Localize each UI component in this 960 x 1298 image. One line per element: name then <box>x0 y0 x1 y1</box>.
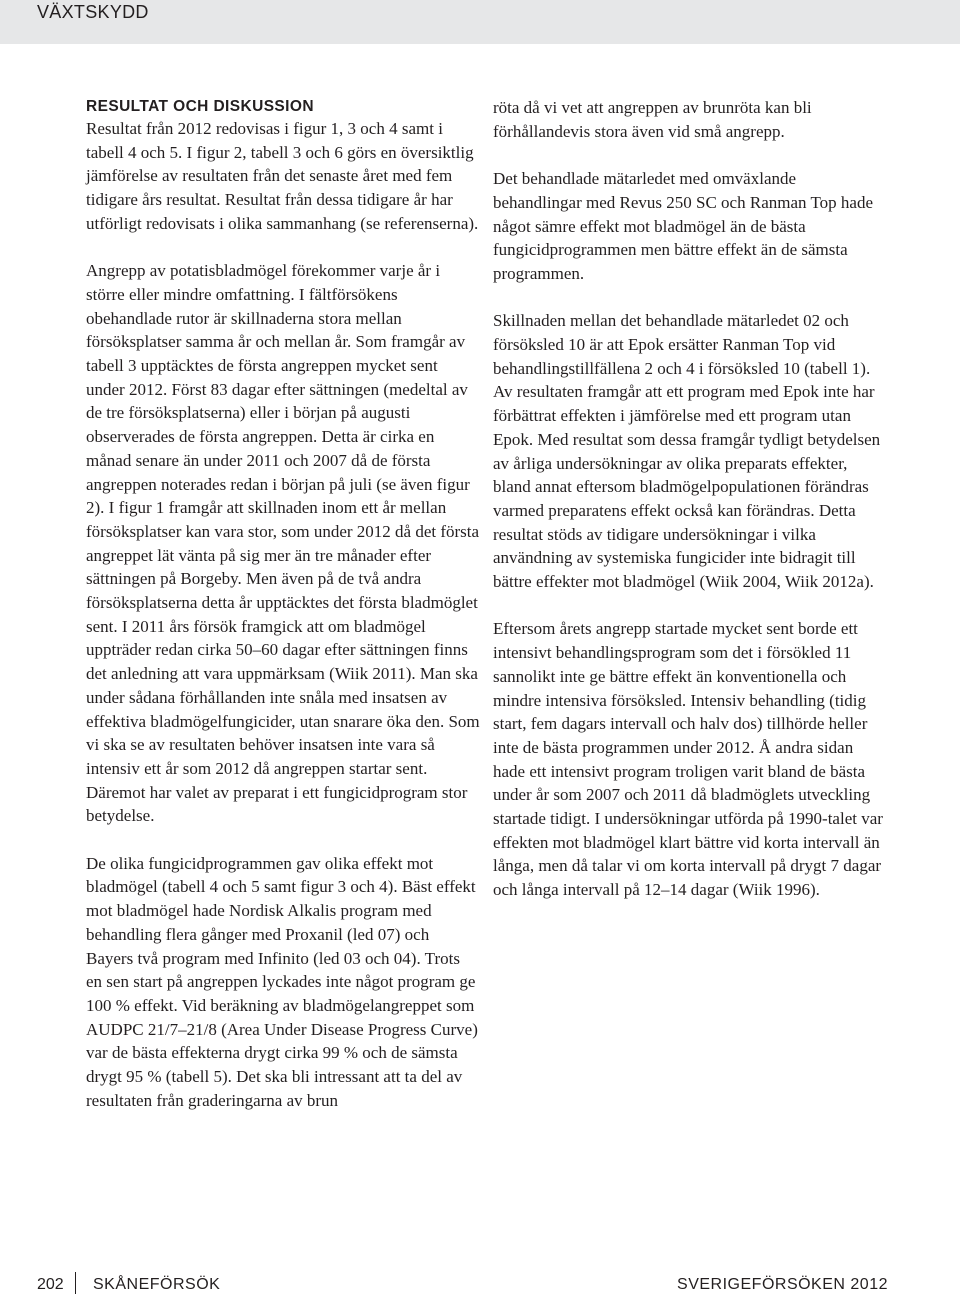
left-column <box>86 96 480 1113</box>
section-label: VÄXTSKYDD <box>37 2 149 22</box>
footer-left-title: SKÅNEFÖRSÖK <box>93 1276 221 1293</box>
paragraph: Angrepp av potatisbladmögel förekommer varje år i större eller mindre omfattning. I fältförsökens obehandlade rutor är skillnaderna stora mellan försöksplatser samma år och mellan år. Som framgår av tabell 3 upptäcktes de första angreppen mycket sent under 2012. Först 83 dagar efter sättningen (medeltal av de tre försöksplatserna) eller i början på augusti observerades de första angreppen. Detta är cirka en månad senare än under 2011 och 2007 då de första angreppen noterades redan i början på juli (se även figur 2). I figur 1 framgår att skillnaden inom ett år mellan försöksplatser kan vara stor, som under 2012 då det första angreppet lät vänta på sig mer än tre månader efter sättningen på Borgeby. Men även på de två andra försöksplatserna detta år upptäcktes det första bladmöglet sent. I 2011 års försök framgick att om bladmögel uppträder redan cirka 50–60 dagar efter sättningen finns det anledning att vara uppmärksam (Wiik 2011). Man ska under sådana förhållanden inte snåla med insatsen av effektiva bladmögelfungicider, utan snarare öka den. Som vi ska se av resultaten behöver insatsen inte vara så intensiv ett år som 2012 då angreppen startar sent. Däremot har valet av preparat i ett fungicidprogram stor betydelse. <box>86 261 480 826</box>
right-column <box>493 96 887 902</box>
paragraph: röta då vi vet att angreppen av brunröta kan bli förhållandevis stora även vid små angrepp. <box>493 98 812 141</box>
section-header-bar <box>0 0 960 44</box>
footer-divider <box>75 1272 76 1294</box>
paragraph: Skillnaden mellan det behandlade mätarledet 02 och försöksled 10 är att Epok ersätter Ranman Top vid behandlingstillfällena 2 och 4 i försöksled 10 (tabell 1). Av resultaten framgår att ett program med Epok inte har förbättrat effekten i jämförelse med ett program utan Epok. Med resultat som dessa framgår tydligt betydelsen av årliga undersökningar av olika preparats effekter, bland annat eftersom bladmögelpopulationen förändras varmed preparatens effekt också kan förändras. Detta resultat stöds av tidigare undersökningar i vilka användning av systemiska fungicider inte bidragit till bättre effekter mot bladmögel (Wiik 2004, Wiik 2012a). <box>493 311 881 592</box>
footer-right-title: SVERIGEFÖRSÖKEN 2012 <box>677 1276 888 1293</box>
paragraph: De olika fungicidprogrammen gav olika effekt mot bladmögel (tabell 4 och 5 samt figur 3 och 4). Bäst effekt mot bladmögel hade Nordisk Alkalis program med behandling flera gånger med Proxanil (led 07) och Bayers två program med Infinito (led 03 och 04). Trots en sen start på angreppen lyckades inte något program ge 100 % effekt. Vid beräkning av bladmögelangreppet som AUDPC 21/7–21/8 (Area Under Disease Progress Curve) var de bästa effekterna drygt cirka 99 % och de sämsta drygt 95 % (tabell 5). Det ska bli intressant att ta del av resultaten från graderingarna av brun <box>86 853 478 1110</box>
paragraph: Resultat från 2012 redovisas i figur 1, 3 och 4 samt i tabell 4 och 5. I figur 2, tabell 3 och 6 görs en översiktlig jämförelse av resultaten från det senaste året med fem tidigare års resultat. Resultat från dessa tidigare år har utförligt redovisats i olika sammanhang (se referenserna). <box>86 119 479 233</box>
paragraph: Det behandlade mätarledet med omväxlande behandlingar med Revus 250 SC och Ranman Top hade något sämre effekt mot bladmögel än de bästa fungicidprogrammen men bättre effekt än de sämsta programmen. <box>493 169 873 283</box>
page-number: 202 <box>37 1276 64 1293</box>
section-heading: RESULTAT OCH DISKUSSION <box>86 98 314 115</box>
paragraph: Eftersom årets angrepp startade mycket sent borde ett intensivt behandlingsprogram som det i försökled 11 sannolikt inte ge bättre effekt än konventionella och mindre intensiva försöksled. Intensiv behandling (tidig start, fem dagars intervall och halv dos) tillhörde heller inte de bästa programmen under 2012. Å andra sidan hade ett intensivt program troligen varit bland de bästa under år som 2007 och 2011 då bladmöglets utveckling startade tidigt. I undersökningar utförda på 1990-talet var effekten mot bladmögel klart bättre vid korta intervall än långa, men då talar vi om korta intervall på drygt 7 dagar och långa intervall på 12–14 dagar (Wiik 1996). <box>493 619 883 900</box>
page-footer <box>0 1270 960 1298</box>
